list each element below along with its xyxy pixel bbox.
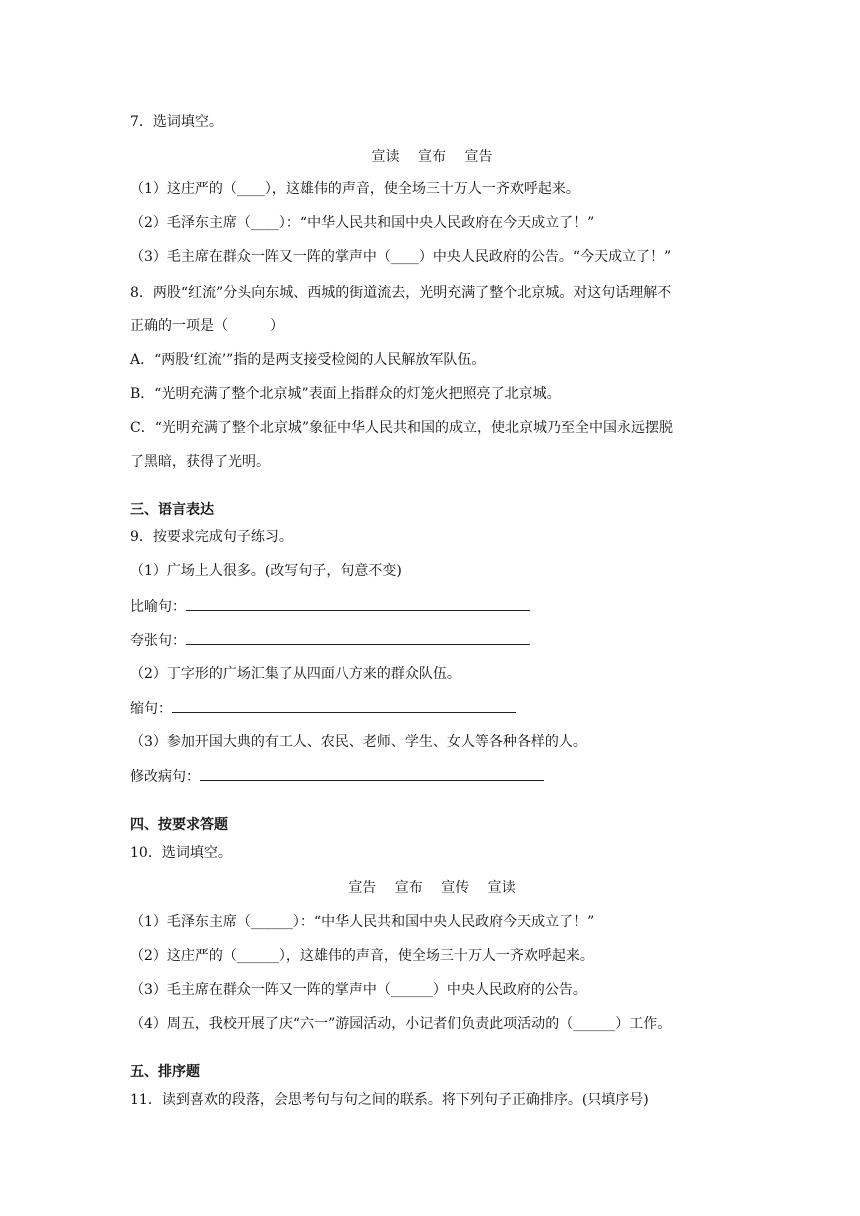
- simile-answer-blank[interactable]: [186, 596, 530, 611]
- q10-title: 10．选词填空。: [130, 845, 232, 861]
- exaggeration-label: 夸张句：: [130, 633, 186, 649]
- q10-item-2: （2）这庄严的（______），这雄伟的声音，使全场三十万人一齐欢呼起来。: [130, 948, 594, 964]
- q10-word-2: 宣布: [394, 880, 423, 896]
- fix-answer-blank[interactable]: [200, 766, 544, 781]
- section-3-heading: 三、语言表达: [130, 502, 214, 518]
- shorten-answer-row: [130, 698, 516, 719]
- q9-sub-3: （3）参加开国大典的有工人、农民、老师、学生、女人等各种各样的人。: [130, 734, 587, 750]
- q8-option-c-line-1: C．“光明充满了整个北京城”象征中华人民共和国的成立，使北京城乃至全中国永远摆脱: [130, 420, 674, 436]
- q8-stem-line-1: 8．两股“红流”分头向东城、西城的街道流去，光明充满了整个北京城。对这句话理解不: [130, 285, 672, 301]
- exaggeration-answer-blank[interactable]: [186, 630, 530, 645]
- simile-label: 比喻句：: [130, 599, 186, 615]
- q8-option-b: B．“光明充满了整个北京城”表面上指群众的灯笼火把照亮了北京城。: [130, 386, 561, 402]
- q8-option-c-line-2: 了黑暗，获得了光明。: [130, 454, 270, 470]
- q9-sub-1: （1）广场上人很多。(改写句子，句意不变): [130, 563, 402, 579]
- q7-word-3: 宣告: [464, 149, 493, 165]
- q7-word-2: 宣布: [418, 149, 446, 165]
- q10-item-3: （3）毛主席在群众一阵又一阵的掌声中（______）中央人民政府的公告。: [130, 982, 587, 998]
- q8-stem-line-2: 正确的一项是（ ）: [130, 318, 284, 334]
- q10-word-bank: [0, 878, 860, 898]
- q7-item-1: （1）这庄严的（____），这雄伟的声音，使全场三十万人一齐欢呼起来。: [130, 181, 580, 197]
- fix-label: 修改病句：: [130, 769, 200, 785]
- q8-option-a: A．“两股‘红流’”指的是两支接受检阅的人民解放军队伍。: [130, 352, 486, 368]
- q10-word-4: 宣读: [487, 880, 516, 896]
- section-5-heading: 五、排序题: [130, 1064, 200, 1080]
- shorten-answer-blank[interactable]: [172, 698, 516, 713]
- section-4-heading: 四、按要求答题: [130, 817, 228, 833]
- q10-word-3: 宣传: [441, 880, 470, 896]
- exaggeration-answer-row: [130, 630, 530, 651]
- q7-title: 7．选词填空。: [130, 114, 223, 130]
- simile-answer-row: [130, 596, 530, 617]
- q10-word-1: 宣告: [348, 880, 377, 896]
- q7-item-3: （3）毛主席在群众一阵又一阵的掌声中（____）中央人民政府的公告。“今天成立了！”: [130, 249, 672, 265]
- q10-item-4: （4）周五，我校开展了庆“六一”游园活动，小记者们负责此项活动的（______）工作。: [130, 1016, 672, 1032]
- q9-sub-2: （2）丁字形的广场汇集了从四面八方来的群众队伍。: [130, 666, 461, 682]
- q7-item-2: （2）毛泽东主席（____）：“中华人民共和国中央人民政府在今天成立了！”: [130, 215, 595, 231]
- q7-word-1: 宣读: [371, 149, 400, 165]
- q9-title: 9．按要求完成句子练习。: [130, 529, 293, 545]
- q11-title: 11．读到喜欢的段落，会思考句与句之间的联系。将下列句子正确排序。(只填序号): [130, 1092, 649, 1108]
- shorten-label: 缩句：: [130, 701, 172, 717]
- fix-answer-row: [130, 766, 544, 787]
- q7-word-bank: [0, 147, 860, 167]
- q10-item-1: （1）毛泽东主席（______）：“中华人民共和国中央人民政府今天成立了！”: [130, 914, 595, 930]
